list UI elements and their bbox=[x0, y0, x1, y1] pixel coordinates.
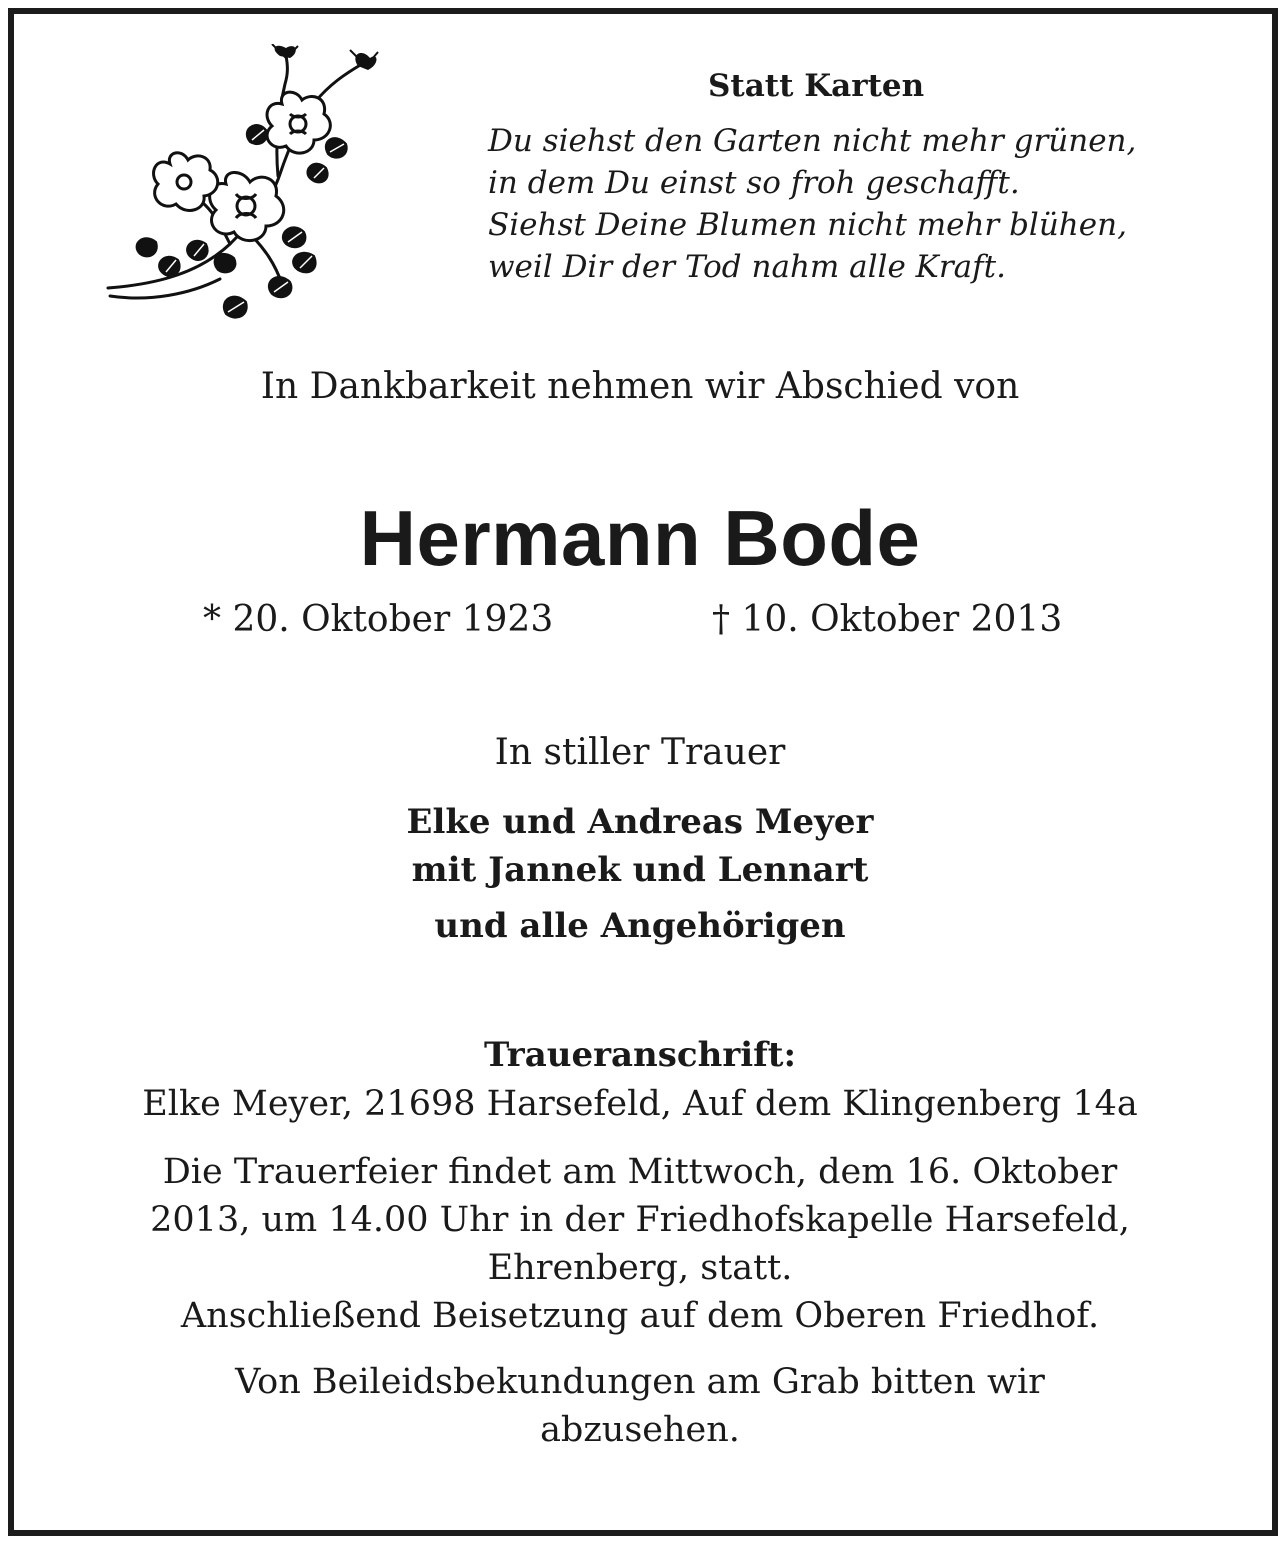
closing-line: abzusehen. bbox=[540, 1410, 740, 1450]
family-line: Elke und Andreas Meyer bbox=[406, 802, 874, 842]
family-line: mit Jannek und Lennart bbox=[411, 850, 869, 890]
service-info bbox=[0, 1148, 1280, 1340]
mourning-label: In stiller Trauer bbox=[494, 732, 786, 773]
rose-branch-icon bbox=[100, 44, 380, 328]
poem-line: Du siehst den Garten nicht mehr grünen, bbox=[488, 123, 1137, 159]
service-line: Anschließend Beisetzung auf dem Oberen Friedhof. bbox=[180, 1296, 1100, 1336]
closing-line: Von Beileidsbekundungen am Grab bitten wir bbox=[235, 1362, 1045, 1402]
deceased-name: Hermann Bode bbox=[359, 494, 921, 582]
service-line: Die Trauerfeier findet am Mittwoch, dem 16. Oktober bbox=[162, 1152, 1118, 1192]
address-text: Elke Meyer, 21698 Harsefeld, Auf dem Klingenberg 14a bbox=[142, 1084, 1138, 1124]
closing-note bbox=[0, 1358, 1280, 1454]
family-list bbox=[0, 796, 1280, 952]
header-title bbox=[640, 66, 1000, 106]
poem-line: weil Dir der Tod nahm alle Kraft. bbox=[488, 249, 1006, 285]
death-date: † 10. Oktober 2013 bbox=[712, 599, 1063, 640]
poem-line: in dem Du einst so froh geschafft. bbox=[488, 165, 1020, 201]
service-line: 2013, um 14.00 Uhr in der Friedhofskapelle Harsefeld, bbox=[150, 1200, 1130, 1240]
poem bbox=[488, 120, 1248, 288]
intro-text: In Dankbarkeit nehmen wir Abschied von bbox=[260, 366, 1020, 407]
birth-date: * 20. Oktober 1923 bbox=[203, 599, 554, 640]
poem-line: Siehst Deine Blumen nicht mehr blühen, bbox=[488, 207, 1127, 243]
address-label: Traueranschrift: bbox=[483, 1035, 797, 1075]
service-line: Ehrenberg, statt. bbox=[487, 1248, 793, 1288]
family-line: und alle Angehörigen bbox=[434, 906, 846, 946]
statt-karten-label: Statt Karten bbox=[708, 68, 925, 104]
